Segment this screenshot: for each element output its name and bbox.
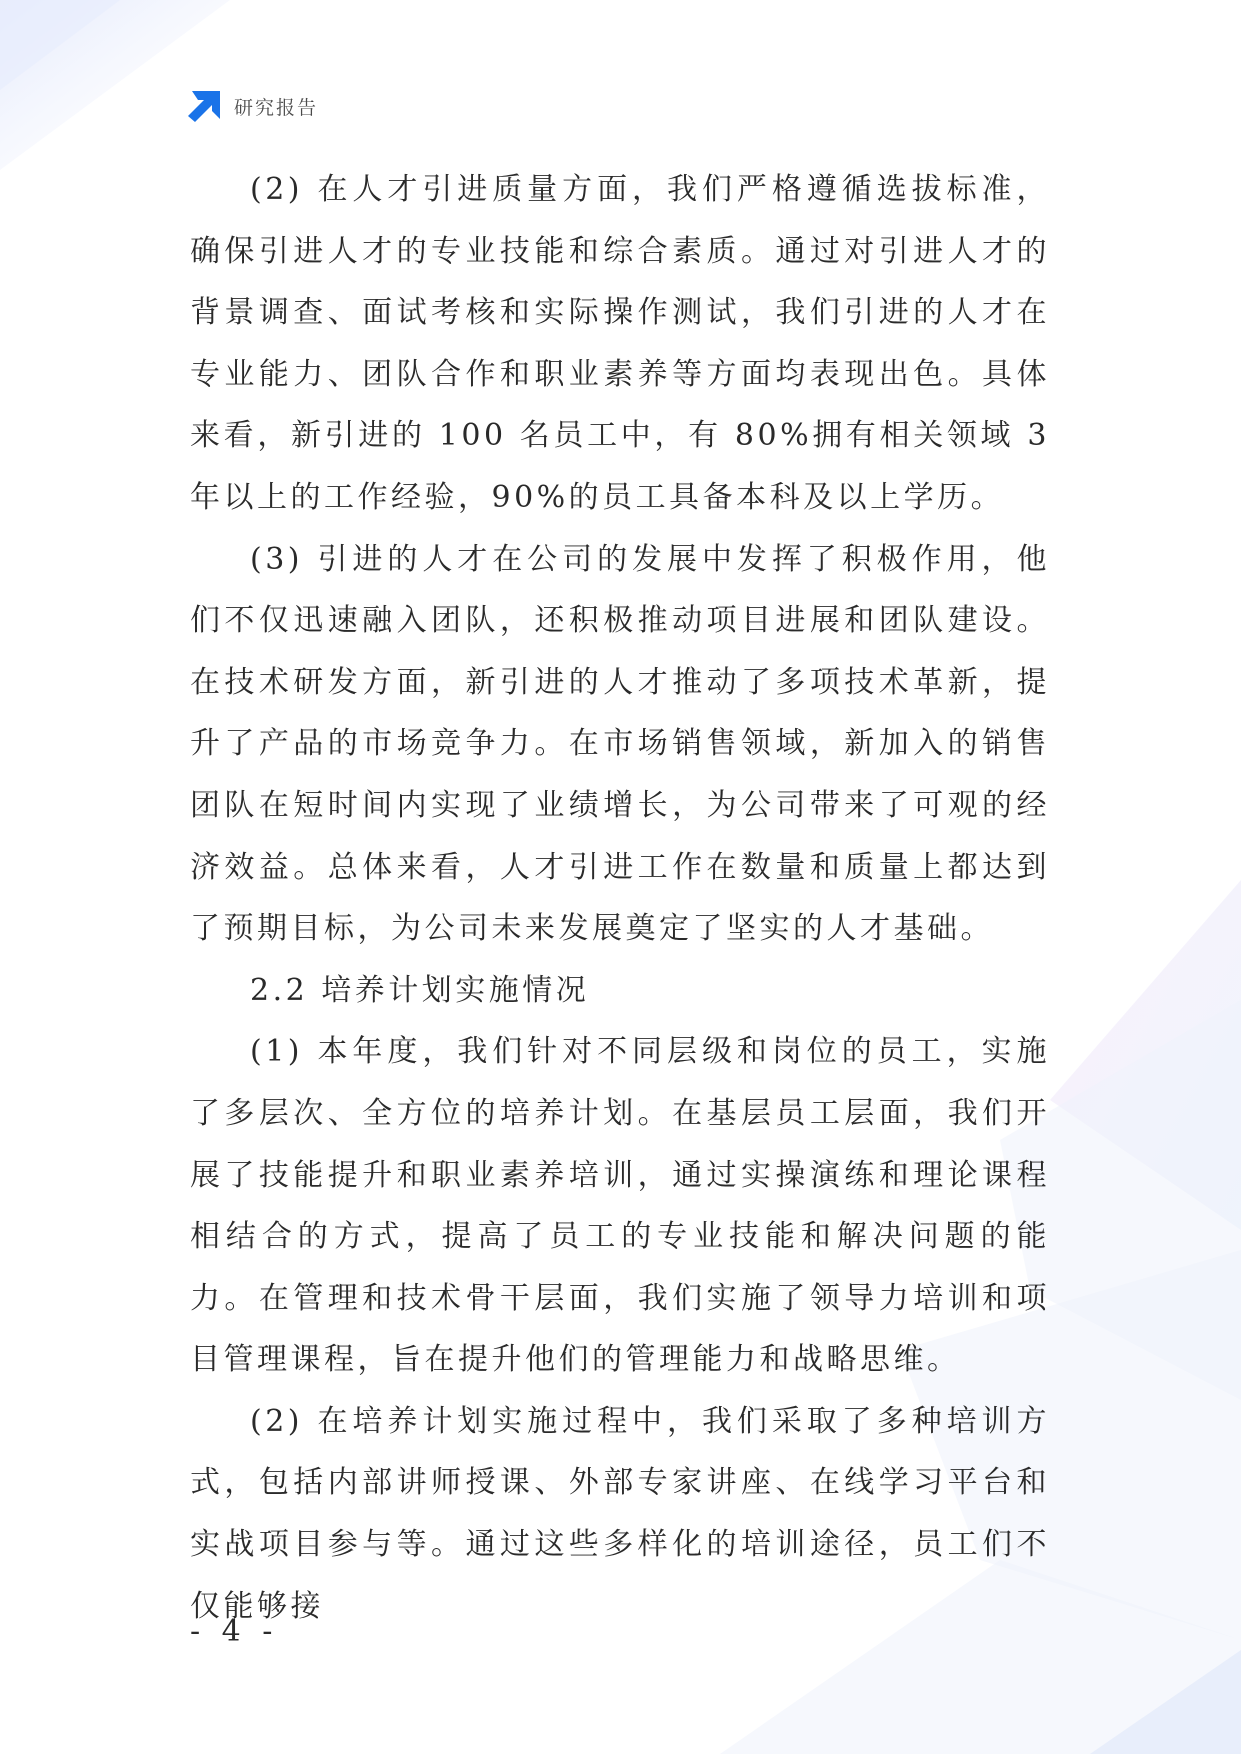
paragraph: (1) 本年度，我们针对不同层级和岗位的员工，实施了多层次、全方位的培养计划。在基层员工层面，我们开展了技能提升和职业素养培训，通过实操演练和理论课程相结合的方式，提高了员工的专业技能和解决问题的能力。在管理和技术骨干层面，我们实施了领导力培训和项目管理课程，旨在提升他们的管理能力和战略思维。 — [190, 1034, 1050, 1378]
report-title: 研究报告 — [234, 96, 319, 119]
document-body — [190, 159, 1050, 1637]
paragraph: (2) 在人才引进质量方面，我们严格遵循选拔标准，确保引进人才的专业技能和综合素质。通过对引进人才的背景调查、面试考核和实际操作测试，我们引进的人才在专业能力、团队合作和职业素养等方面均表现出色。具体来看，新引进的 100 名员工中，有 80%拥有相关领域 3 年以上的工作经验，90%的员工具备本科及以上学历。 — [190, 172, 1050, 515]
arrow-up-right-icon — [186, 89, 222, 123]
page-number: - 4 - — [190, 1614, 279, 1649]
paragraph: (3) 引进的人才在公司的发展中发挥了积极作用，他们不仅迅速融入团队，还积极推动项目进展和团队建设。在技术研发方面，新引进的人才推动了多项技术革新，提升了产品的市场竞争力。在市场销售领域，新加入的销售团队在短时间内实现了业绩增长，为公司带来了可观的经济效益。总体来看，人才引进工作在数量和质量上都达到了预期目标，为公司未来发展奠定了坚实的人才基础。 — [190, 541, 1050, 947]
report-header — [186, 88, 318, 124]
paragraph: (2) 在培养计划实施过程中，我们采取了多种培训方式，包括内部讲师授课、外部专家讲座、在线学习平台和实战项目参与等。通过这些多样化的培训途径，员工们不仅能够接 — [190, 1403, 1050, 1624]
section-heading: 2.2 培养计划实施情况 — [250, 972, 590, 1008]
